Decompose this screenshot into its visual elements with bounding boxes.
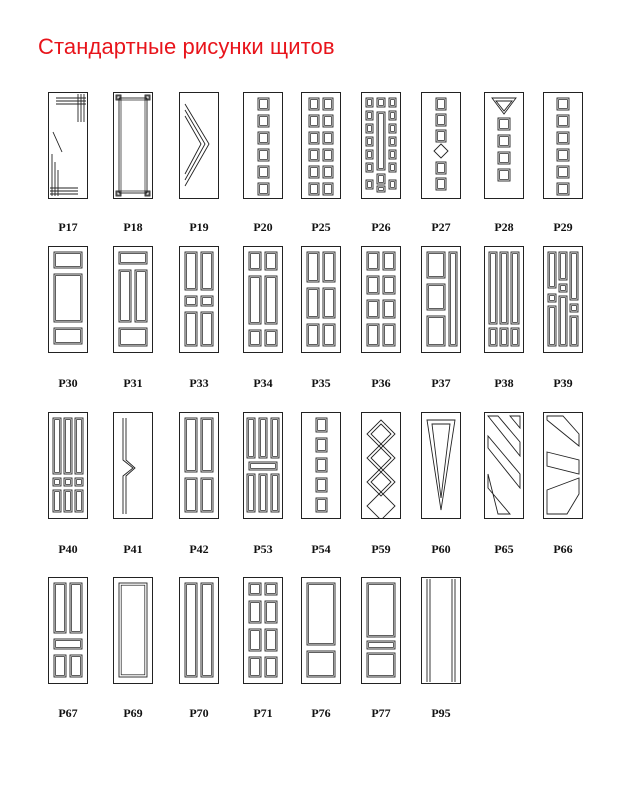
door-drawing-p35 xyxy=(301,246,341,353)
door-drawing-p20 xyxy=(243,92,283,199)
door-label-p77: P77 xyxy=(371,706,391,720)
door-drawing-p26 xyxy=(361,92,401,199)
door-drawing-p28 xyxy=(484,92,524,199)
door-label-p60: P60 xyxy=(431,542,451,556)
door-svg-p70 xyxy=(179,577,219,684)
door-label-p36: P36 xyxy=(371,376,391,390)
door-drawing-p31 xyxy=(113,246,153,353)
door-label-p17: P17 xyxy=(58,220,78,234)
door-drawing-p29 xyxy=(543,92,583,199)
door-svg-p27 xyxy=(421,92,461,199)
door-svg-p28 xyxy=(484,92,524,199)
door-svg-p42 xyxy=(179,412,219,519)
door-svg-p76 xyxy=(301,577,341,684)
page-title: Стандартные рисунки щитов xyxy=(38,34,335,59)
door-drawing-p53 xyxy=(243,412,283,519)
door-svg-p40 xyxy=(48,412,88,519)
door-drawing-p38 xyxy=(484,246,524,353)
door-svg-p34 xyxy=(243,246,283,353)
door-svg-p29 xyxy=(543,92,583,199)
door-drawing-p60 xyxy=(421,412,461,519)
door-svg-p65 xyxy=(484,412,524,519)
door-drawing-p67 xyxy=(48,577,88,684)
door-svg-p60 xyxy=(421,412,461,519)
door-drawing-p59 xyxy=(361,412,401,519)
door-label-p26: P26 xyxy=(371,220,391,234)
door-label-p37: P37 xyxy=(431,376,451,390)
door-label-p33: P33 xyxy=(189,376,209,390)
door-drawing-p76 xyxy=(301,577,341,684)
door-drawing-p70 xyxy=(179,577,219,684)
door-svg-p38 xyxy=(484,246,524,353)
door-svg-p19 xyxy=(179,92,219,199)
door-svg-p18 xyxy=(113,92,153,199)
door-label-p95: P95 xyxy=(431,706,451,720)
door-svg-p77 xyxy=(361,577,401,684)
door-drawing-p39 xyxy=(543,246,583,353)
door-label-p29: P29 xyxy=(553,220,573,234)
door-svg-p95 xyxy=(421,577,461,684)
door-label-p28: P28 xyxy=(494,220,514,234)
door-label-p38: P38 xyxy=(494,376,514,390)
door-label-p65: P65 xyxy=(494,542,514,556)
door-svg-p26 xyxy=(361,92,401,199)
door-label-p18: P18 xyxy=(123,220,143,234)
door-label-p41: P41 xyxy=(123,542,143,556)
door-drawing-p77 xyxy=(361,577,401,684)
door-drawing-p17 xyxy=(48,92,88,199)
door-svg-p36 xyxy=(361,246,401,353)
door-label-p20: P20 xyxy=(253,220,273,234)
door-drawing-p40 xyxy=(48,412,88,519)
door-label-p66: P66 xyxy=(553,542,573,556)
door-label-p67: P67 xyxy=(58,706,78,720)
door-label-p53: P53 xyxy=(253,542,273,556)
door-label-p30: P30 xyxy=(58,376,78,390)
door-label-p35: P35 xyxy=(311,376,331,390)
door-label-p42: P42 xyxy=(189,542,209,556)
door-svg-p53 xyxy=(243,412,283,519)
door-svg-p67 xyxy=(48,577,88,684)
door-drawing-p65 xyxy=(484,412,524,519)
door-svg-p35 xyxy=(301,246,341,353)
door-svg-p54 xyxy=(301,412,341,519)
door-drawing-p95 xyxy=(421,577,461,684)
door-svg-p69 xyxy=(113,577,153,684)
door-svg-p20 xyxy=(243,92,283,199)
door-drawing-p37 xyxy=(421,246,461,353)
door-label-p19: P19 xyxy=(189,220,209,234)
door-label-p27: P27 xyxy=(431,220,451,234)
door-drawing-p25 xyxy=(301,92,341,199)
door-drawing-p41 xyxy=(113,412,153,519)
door-drawing-p66 xyxy=(543,412,583,519)
door-drawing-p19 xyxy=(179,92,219,199)
door-drawing-p27 xyxy=(421,92,461,199)
door-svg-p25 xyxy=(301,92,341,199)
door-drawing-p30 xyxy=(48,246,88,353)
door-label-p34: P34 xyxy=(253,376,273,390)
door-label-p69: P69 xyxy=(123,706,143,720)
door-svg-p41 xyxy=(113,412,153,519)
door-svg-p59 xyxy=(361,412,401,519)
door-svg-p33 xyxy=(179,246,219,353)
door-svg-p17 xyxy=(48,92,88,199)
door-label-p59: P59 xyxy=(371,542,391,556)
door-label-p54: P54 xyxy=(311,542,331,556)
door-drawing-p54 xyxy=(301,412,341,519)
door-label-p40: P40 xyxy=(58,542,78,556)
door-drawing-p18 xyxy=(113,92,153,199)
door-svg-p71 xyxy=(243,577,283,684)
door-drawing-p34 xyxy=(243,246,283,353)
door-svg-p39 xyxy=(543,246,583,353)
door-label-p39: P39 xyxy=(553,376,573,390)
door-drawing-p71 xyxy=(243,577,283,684)
door-label-p76: P76 xyxy=(311,706,331,720)
door-label-p31: P31 xyxy=(123,376,143,390)
door-label-p25: P25 xyxy=(311,220,331,234)
door-drawing-p33 xyxy=(179,246,219,353)
door-svg-p30 xyxy=(48,246,88,353)
door-label-p71: P71 xyxy=(253,706,273,720)
door-svg-p37 xyxy=(421,246,461,353)
door-drawing-p42 xyxy=(179,412,219,519)
door-svg-p31 xyxy=(113,246,153,353)
door-svg-p66 xyxy=(543,412,583,519)
door-drawing-p36 xyxy=(361,246,401,353)
door-drawing-p69 xyxy=(113,577,153,684)
door-label-p70: P70 xyxy=(189,706,209,720)
